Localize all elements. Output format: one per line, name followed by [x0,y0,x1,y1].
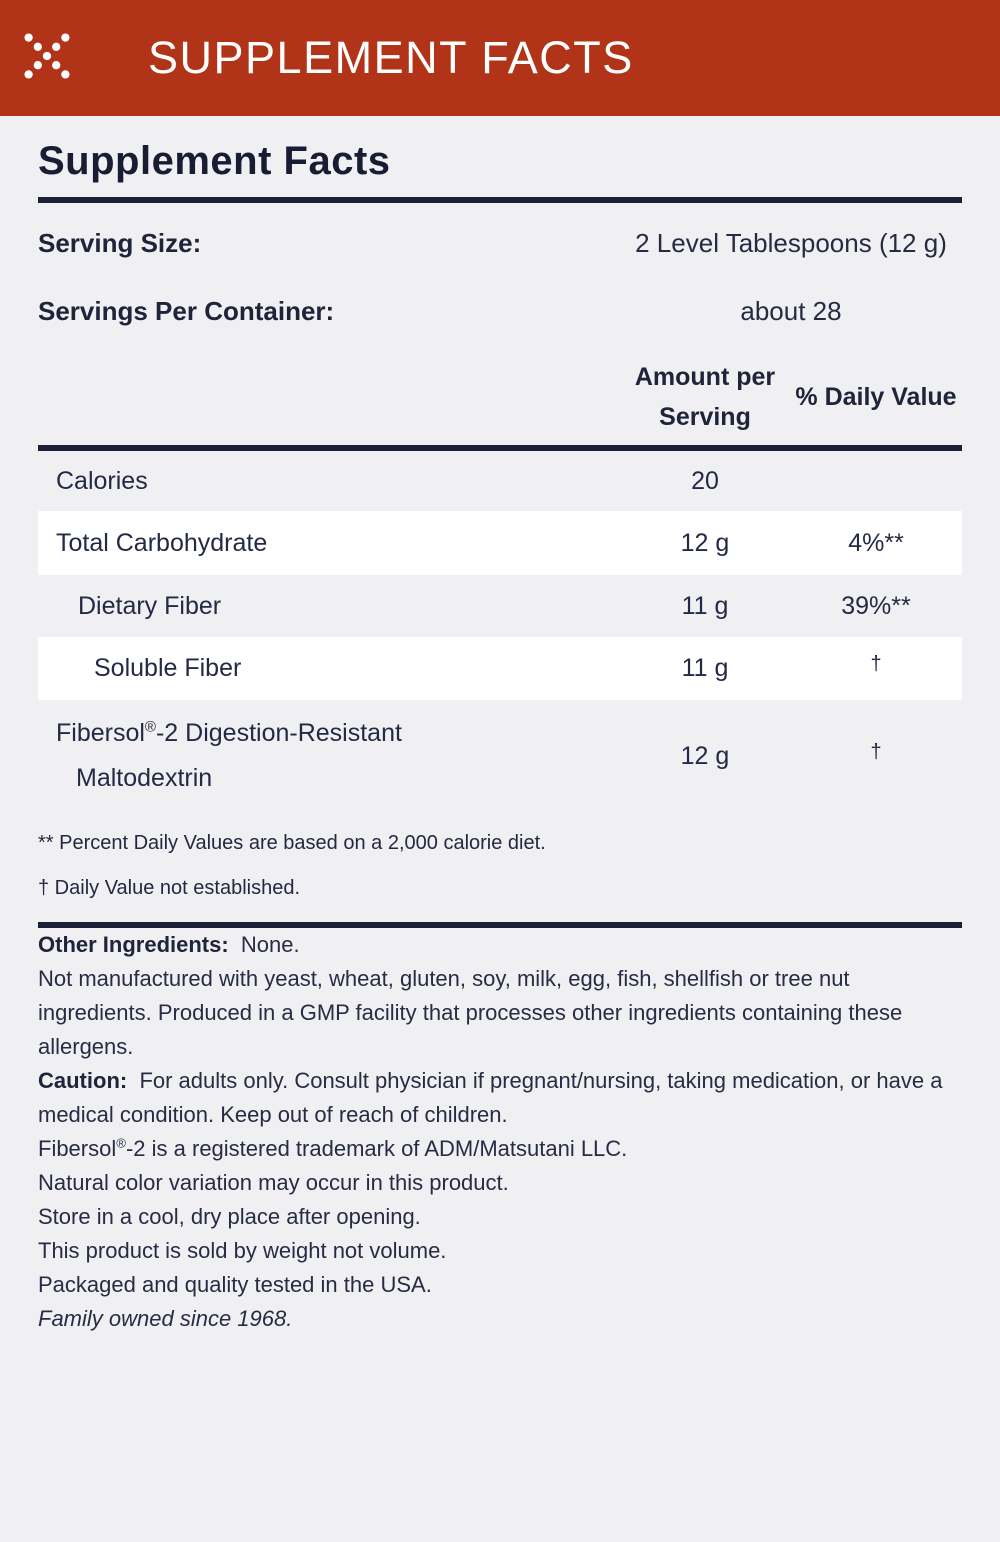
nutrient-dv: † [870,740,882,763]
registered-mark: ® [144,718,156,736]
servings-per-container-label: Servings Per Container: [38,296,335,326]
allergen-note: Not manufactured with yeast, wheat, gluten, soy, milk, egg, fish, shellfish or tree nut ingredients. Produced in a GMP facility that processes other ingredients containing these allergens. [38,966,903,1059]
percent-daily-value-header: % Daily Value [795,383,957,411]
banner-title: SUPPLEMENT FACTS [148,32,634,83]
nutrient-dv: 39%** [841,591,911,620]
serving-size-row [38,228,962,259]
nutrient-amount: 20 [691,466,719,495]
storage-note: Store in a cool, dry place after opening. [38,1204,421,1229]
panel-title: Supplement Facts [38,139,391,183]
table-row-fibersol [38,700,962,812]
packaging-note: Packaged and quality tested in the USA. [38,1272,432,1297]
sold-by-weight-note: This product is sold by weight not volume. [38,1238,447,1263]
fibersol-name-line2: Maltodextrin [76,764,213,792]
nutrient-dv: 4%** [848,528,904,557]
family-owned-note: Family owned since 1968. [38,1306,293,1331]
divider-under-title [38,197,962,203]
servings-per-container-row [38,296,962,327]
label-content [0,139,1000,1380]
other-ingredients-label: Other Ingredients: [38,932,229,957]
nutrient-name: Dietary Fiber [78,591,222,620]
nutrient-name: Soluble Fiber [94,654,242,682]
nutrient-amount: 11 g [681,654,729,682]
nutrient-amount: 12 g [680,741,730,770]
dagger-footnote: † Daily Value not established. [38,877,301,899]
header-banner [0,0,1000,116]
caution-text: For adults only. Consult physician if pregnant/nursing, taking medication, or have a medical condition. Keep out of reach of children. [38,1068,943,1127]
nutrient-name [38,719,620,793]
servings-per-container-value: about 28 [740,296,842,326]
other-ingredients-line [38,928,962,962]
nutrient-name: Total Carbohydrate [56,528,268,557]
nutrient-amount: 12 g [680,528,730,557]
color-variation-note: Natural color variation may occur in this product. [38,1170,509,1195]
dots-x-logo-icon [24,33,70,84]
caution-label: Caution: [38,1068,128,1093]
other-ingredients-value: None. [240,932,300,957]
amount-per-serving-header: Amount per Serving [634,363,776,431]
bottom-spacer [38,1336,962,1380]
registered-mark: ® [116,1135,126,1151]
fibersol-name-line1: Fibersol®-2 Digestion-Resistant [56,718,402,747]
nutrient-name: Calories [56,466,148,495]
table-row-dietary-fiber [38,575,962,637]
table-row-calories [38,451,962,511]
nutrient-amount: 11 g [681,591,729,620]
trademark-note: Fibersol®-2 is a registered trademark of ADM/Matsutani LLC. [38,1135,628,1161]
serving-size-label: Serving Size: [38,228,202,258]
facts-table-header [38,355,962,439]
additional-info [38,928,962,1336]
table-row-soluble-fiber [38,637,962,700]
table-row-total-carbohydrate [38,511,962,575]
percent-dv-footnote: ** Percent Daily Values are based on a 2,000 calorie diet. [38,832,546,854]
serving-size-value: 2 Level Tablespoons (12 g) [635,228,947,258]
caution-note [38,1064,962,1132]
nutrient-dv: † [870,653,882,675]
